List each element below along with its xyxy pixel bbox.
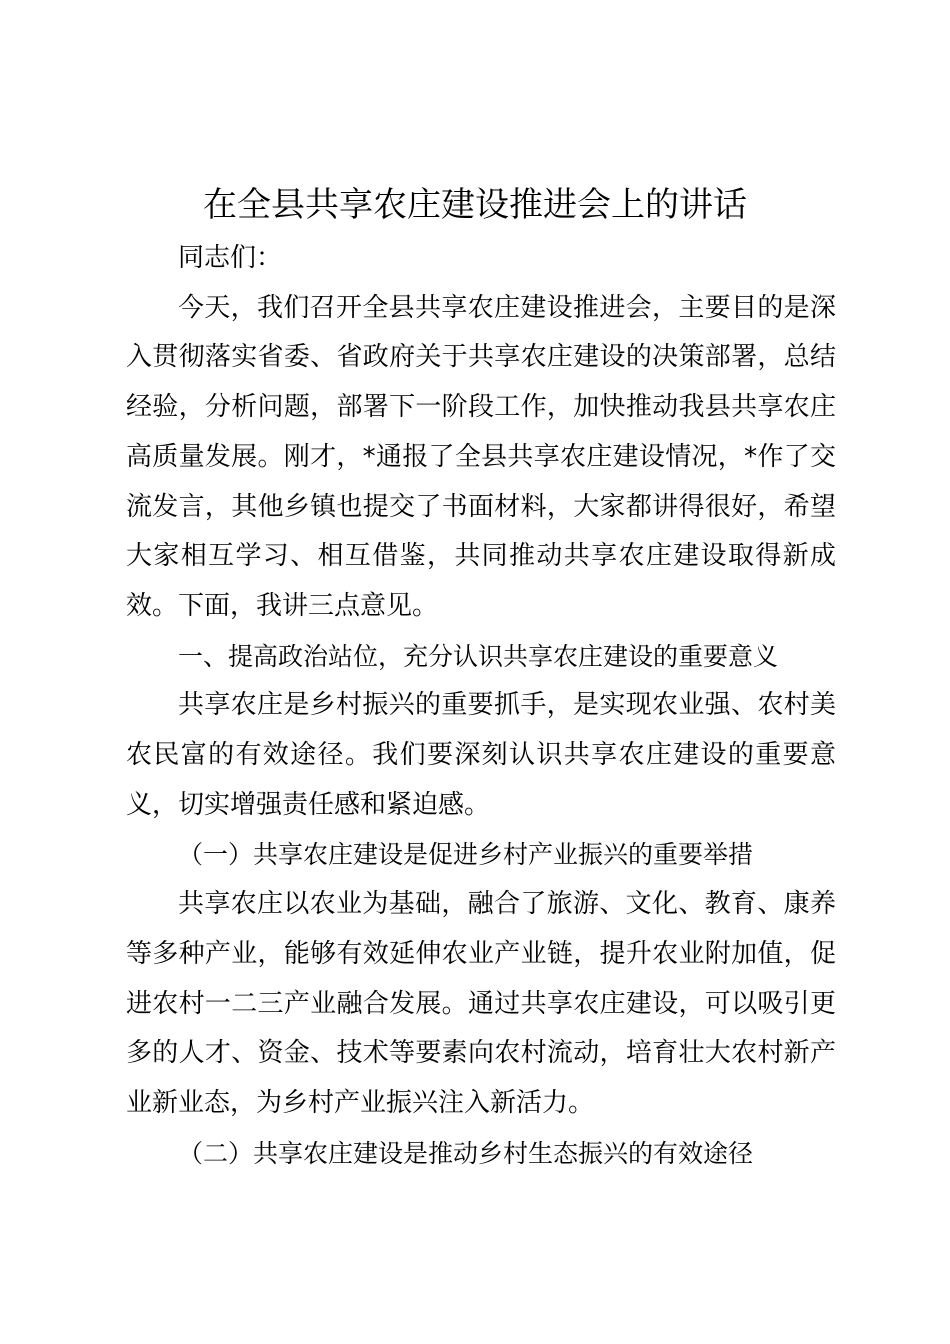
- document-title: 在全县共享农庄建设推进会上的讲话: [203, 185, 747, 225]
- paragraph-section-1: 共享农庄是乡村振兴的重要抓手，是实现农业强、农村美农民富的有效途径。我们要深刻认识共享农庄建设的重要意义，切实增强责任感和紧迫感。: [126, 690, 836, 820]
- paragraph-intro: 今天，我们召开全县共享农庄建设推进会，主要目的是深入贯彻落实省委、省政府关于共享农庄建设的决策部署，总结经验，分析问题，部署下一阶段工作，加快推动我县共享农庄高质量发展。刚才，*通报了全县共享农庄建设情况，*作了交流发言，其他乡镇也提交了书面材料，大家都讲得很好，希望大家相互学习、相互借鉴，共同推动共享农庄建设取得新成效。下面，我讲三点意见。: [126, 292, 836, 621]
- paragraph-subsection-1: 共享农庄以农业为基础，融合了旅游、文化、教育、康养等多种产业，能够有效延伸农业产业链，提升农业附加值，促进农村一二三产业融合发展。通过共享农庄建设，可以吸引更多的人才、资金、技术等要素向农村流动，培育壮大农村新产业新业态，为乡村产业振兴注入新活力。: [126, 889, 836, 1118]
- subsection-heading-1: （一）共享农庄建设是促进乡村产业振兴的重要举措: [178, 840, 754, 870]
- subsection-heading-2: （二）共享农庄建设是推动乡村生态振兴的有效途径: [178, 1138, 754, 1168]
- salutation: 同志们：: [178, 243, 283, 273]
- document-body: [126, 234, 836, 1178]
- section-heading-1: 一、提高政治站位，充分认识共享农庄建设的重要意义: [178, 641, 779, 671]
